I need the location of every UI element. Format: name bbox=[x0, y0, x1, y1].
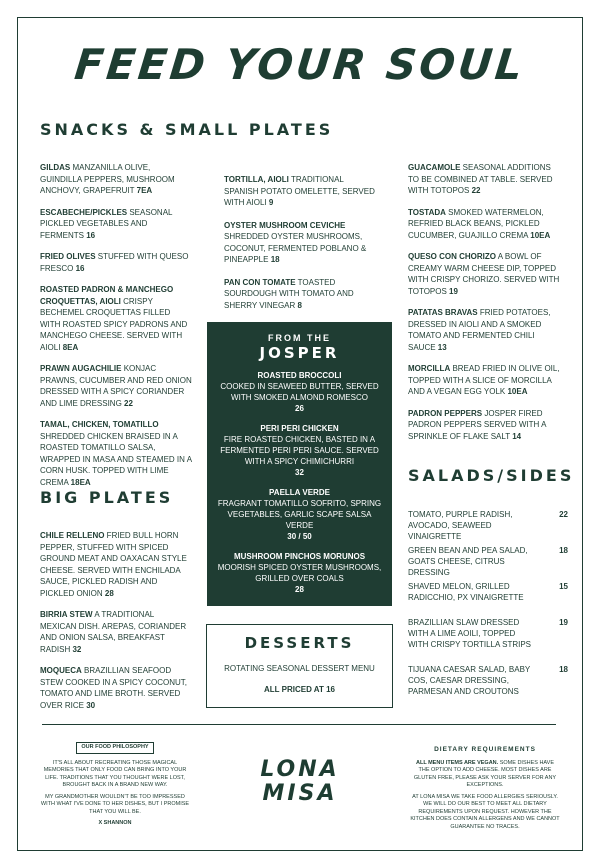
item-price: 22 bbox=[124, 398, 133, 408]
item-name: TOSTADA bbox=[408, 207, 446, 217]
item-name: PRAWN AUGACHILIE bbox=[40, 364, 122, 373]
josper-item-chicken bbox=[215, 423, 384, 478]
item-name: MOQUECA bbox=[40, 666, 82, 675]
item-desc: SHREDDED CHICKEN BRAISED IN A ROASTED TOMATILLO SALSA, WRAPPED IN MASA AND STEAMED IN A CORN HUSK. TOPPED WITH LIME CREMA bbox=[40, 431, 192, 487]
item-desc: MOORISH SPICED OYSTER MUSHROOMS, GRILLED OVER COALS bbox=[217, 563, 382, 583]
dietary-heading: DIETARY REQUIREMENTS bbox=[434, 746, 536, 753]
item-desc: BRAZILLIAN SLAW DRESSED WITH A LIME AOILI, TOPPED WITH CRISPY TORTILLA STRIPS bbox=[408, 618, 531, 649]
item-price: 15 bbox=[559, 582, 568, 591]
big-plates-column bbox=[40, 530, 192, 720]
item-name: MUSHROOM PINCHOS MORUNOS bbox=[233, 552, 366, 561]
item-name: PATATAS BRAVAS bbox=[408, 308, 478, 317]
item-price: 13 bbox=[437, 342, 447, 352]
item-price: 18 bbox=[559, 665, 568, 674]
menu-item-moqueca bbox=[40, 665, 192, 711]
item-name: TAMAL, CHICKEN, TOMATILLO bbox=[40, 420, 159, 429]
menu-item-oyster-ceviche bbox=[224, 220, 380, 266]
dietary-requirements bbox=[410, 746, 560, 835]
logo-line-2: MISA bbox=[262, 781, 338, 806]
philosophy-paragraph-1: IT'S ALL ABOUT RECREATING THOSE MAGICAL MEMORIES THAT ONLY FOOD CAN BRING INTO YOUR LIFE. TRADITIONS THAT YOU THOUGHT WERE LOST, BROUGHT BACK IN A BRAND NEW WAY. bbox=[43, 759, 187, 788]
item-name: ROASTED PADRON & MANCHEGO CROQUETTAS, AIOLI bbox=[40, 285, 174, 306]
item-name: QUESO CON CHORIZO bbox=[408, 252, 497, 261]
logo-line-1: LONA bbox=[260, 757, 340, 782]
desserts-panel bbox=[206, 624, 393, 708]
item-desc: FIRE ROASTED CHICKEN, BASTED IN A FERMENTED PERI PERI SAUCE. SERVED WITH A SPICY CHIMICHURRI bbox=[220, 435, 379, 466]
menu-item-escabeche bbox=[40, 207, 192, 242]
item-name: MORCILLA bbox=[408, 364, 451, 373]
item-name: GUACAMOLE bbox=[408, 163, 461, 172]
philosophy-tag: OUR FOOD PHILOSOPHY bbox=[76, 742, 153, 754]
menu-item-tostada bbox=[408, 207, 560, 242]
item-price: 26 bbox=[295, 404, 304, 413]
item-price: 32 bbox=[72, 644, 82, 654]
dietary-vegan-note: ALL MENU ITEMS ARE VEGAN. bbox=[415, 759, 499, 766]
josper-heading: JOSPER bbox=[259, 344, 340, 362]
item-desc: STUFFED WITH QUESO FRESCO bbox=[40, 252, 189, 273]
item-desc: FRIED POTATOES, DRESSED IN AIOLI AND A SMOKED TOMATO AND FERMENTED CHILI SAUCE bbox=[408, 308, 551, 352]
menu-item-queso-con-chorizo bbox=[408, 251, 560, 297]
menu-item-guacamole bbox=[408, 162, 560, 197]
menu-item-prawn-augachilie bbox=[40, 363, 192, 409]
item-name: TORTILLA, AIOLI bbox=[224, 175, 289, 184]
item-price: 7EA bbox=[136, 186, 153, 195]
snacks-column-1 bbox=[40, 162, 192, 497]
menu-title: FEED YOUR SOUL bbox=[72, 40, 528, 89]
item-name: GILDAS bbox=[40, 163, 71, 172]
item-price: 32 bbox=[295, 468, 304, 477]
item-desc: A BOWL OF CREAMY WARM CHEESE DIP, TOPPED WITH CRISPY CHORIZO. SERVED WITH TOTOPOS bbox=[408, 252, 560, 296]
item-name: PADRON PEPPERS bbox=[408, 408, 483, 418]
item-price: 22 bbox=[559, 510, 568, 519]
josper-item-pinchos bbox=[215, 551, 384, 595]
menu-item-tortilla bbox=[224, 174, 380, 209]
item-name: OYSTER MUSHROOM CEVICHE bbox=[224, 220, 346, 230]
salad-item bbox=[408, 509, 568, 542]
salad-item bbox=[408, 617, 568, 650]
item-desc: TOMATO, PURPLE RADISH, AVOCADO, SEAWEED VINAIGRETTE bbox=[408, 510, 513, 541]
item-name: ESCABECHE/PICKLES bbox=[40, 207, 128, 217]
item-desc: BREAD FRIED IN OLIVE OIL, TOPPED WITH A SLICE OF MORCILLA AND A VEGAN EGG YOLK bbox=[408, 364, 560, 396]
josper-panel bbox=[207, 322, 392, 606]
snacks-heading: SNACKS & SMALL PLATES bbox=[40, 120, 334, 139]
item-price: 18EA bbox=[70, 477, 91, 487]
item-name: FRIED OLIVES bbox=[40, 252, 96, 261]
salad-item bbox=[408, 581, 568, 603]
snacks-column-3 bbox=[408, 162, 560, 451]
menu-item-croquettas bbox=[40, 284, 192, 353]
item-price: 30 / 50 bbox=[287, 532, 312, 541]
item-price: 9 bbox=[268, 198, 274, 207]
item-desc: FRAGRANT TOMATILLO SOFRITO, SPRING VEGETABLES, GARLIC SCAPE SALSA VERDE bbox=[217, 499, 382, 530]
item-price: 19 bbox=[449, 286, 458, 296]
item-desc: BRAZILLIAN SEAFOOD STEW COOKED IN A SPICY COCONUT, TOMATO AND LIME BROTH. SERVED OVER RICE bbox=[40, 666, 187, 710]
item-desc: TOASTED SOURDOUGH WITH TOMATO AND SHERRY VINEGAR bbox=[224, 277, 354, 310]
salad-item bbox=[408, 664, 568, 697]
menu-item-tamal bbox=[40, 419, 192, 488]
item-desc: KONJAC PRAWNS, CUCUMBER AND RED ONION DRESSED WITH A SPICY CORIANDER AND LIME DRESSING bbox=[40, 364, 192, 408]
desserts-price: ALL PRICED AT 16 bbox=[264, 685, 335, 694]
salad-item bbox=[408, 545, 568, 578]
dietary-paragraph-1 bbox=[410, 760, 560, 790]
item-name: CHILE RELLENO bbox=[40, 531, 105, 540]
item-price: 10EA bbox=[507, 387, 528, 396]
item-price: 16 bbox=[86, 230, 96, 240]
item-price: 18 bbox=[559, 546, 568, 555]
philosophy-signature: X SHANNON bbox=[98, 820, 132, 826]
item-price: 8EA bbox=[62, 342, 79, 352]
item-desc: TIJUANA CAESAR SALAD, BABY COS, CAESAR DRESSING, PARMESAN AND CROUTONS bbox=[408, 665, 531, 696]
item-name: BIRRIA STEW bbox=[40, 610, 93, 619]
item-desc: SMOKED WATERMELON, REFRIED BLACK BEANS, PICKLED CUCUMBER, GUAJILLO CREMA bbox=[408, 207, 544, 240]
menu-item-padron-peppers bbox=[408, 408, 560, 443]
item-price: 18 bbox=[270, 255, 280, 264]
item-name: PERI PERI CHICKEN bbox=[260, 424, 339, 433]
item-name: PAN CON TOMATE bbox=[224, 277, 296, 287]
item-name: PAELLA VERDE bbox=[269, 488, 330, 497]
item-price: 28 bbox=[104, 588, 114, 598]
food-philosophy bbox=[40, 742, 190, 832]
menu-item-gildas bbox=[40, 162, 192, 197]
item-price: 16 bbox=[75, 263, 85, 273]
item-price: 10EA bbox=[530, 230, 551, 240]
item-name: ROASTED BROCCOLI bbox=[257, 371, 342, 380]
item-desc: SEASONAL ADDITIONS TO BE COMBINED AT TABLE. SERVED WITH TOTOPOS bbox=[408, 163, 553, 195]
item-price: 30 bbox=[86, 700, 96, 710]
josper-item-paella bbox=[215, 487, 384, 542]
item-price: 22 bbox=[471, 186, 481, 195]
menu-item-chile-relleno bbox=[40, 530, 192, 599]
lona-misa-logo bbox=[250, 758, 350, 806]
big-plates-heading: BIG PLATES bbox=[40, 488, 174, 507]
item-desc: SHREDDED OYSTER MUSHROOMS, COCONUT, FERMENTED POBLANO & PINEAPPLE bbox=[224, 232, 367, 264]
salads-heading: SALADS/SIDES bbox=[408, 466, 575, 485]
desserts-heading: DESSERTS bbox=[244, 634, 355, 652]
josper-heading-small: FROM THE bbox=[268, 333, 331, 343]
philosophy-paragraph-2: MY GRANDMOTHER WOULDN'T BE TOO IMPRESSED WITH WHAT I'VE DONE TO HER DISHES, BUT I PROMISE THAT YOU WILL BE. bbox=[40, 793, 190, 815]
menu-item-morcilla bbox=[408, 363, 560, 398]
footer-divider bbox=[42, 724, 556, 725]
josper-item-broccoli bbox=[215, 370, 384, 414]
menu-item-fried-olives bbox=[40, 251, 192, 274]
desserts-description: ROTATING SEASONAL DESSERT MENU bbox=[224, 664, 375, 673]
item-desc: GREEN BEAN AND PEA SALAD, GOATS CHEESE, CITRUS DRESSING bbox=[408, 546, 528, 577]
menu-item-patatas-bravas bbox=[408, 307, 560, 353]
item-desc: SHAVED MELON, GRILLED RADICCHIO, PX VINAIGRETTE bbox=[408, 582, 524, 602]
item-desc: JOSPER FIRED PADRON PEPPERS SERVED WITH A SPRINKLE OF FLAKE SALT bbox=[408, 408, 546, 441]
item-price: 8 bbox=[297, 300, 302, 310]
item-desc: SEASONAL PICKLED VEGETABLES AND FERMENTS bbox=[40, 207, 173, 240]
item-desc: CRISPY BECHEMEL CROQUETTAS FILLED WITH ROASTED SPICY PADRONS AND MANCHEGO CHEESE. SERVED WITH AIOLI bbox=[40, 296, 188, 352]
item-desc: A TRADITIONAL MEXICAN DISH. AREPAS, CORIANDER AND ONION SALSA, BREAKFAST RADISH bbox=[40, 610, 187, 654]
item-desc: TRADITIONAL SPANISH POTATO OMELETTE, SERVED WITH AIOLI bbox=[224, 175, 375, 207]
dietary-paragraph-2: AT LONA MISA WE TAKE FOOD ALLERGIES SERIOUSLY. WE WILL DO OUR BEST TO MEET ALL DIETARY REQUIREMENTS UPON REQUEST. HOWEVER THE KITCHEN DOES CONTAIN ALLERGENS AND WE CANNOT GUARANTEE NO TRACES. bbox=[410, 793, 560, 830]
item-desc: COOKED IN SEAWEED BUTTER, SERVED WITH SMOKED ALMOND ROMESCO bbox=[220, 382, 379, 402]
dietary-paragraph-1-text: SOME DISHES HAVE THE OPTION TO ADD CHEESE. MOST DISHES ARE GLUTEN FREE, PLEASE ASK YOUR SERVER FOR ANY EXCEPTIONS. bbox=[413, 759, 557, 788]
item-desc: FRIED BULL HORN PEPPER, STUFFED WITH SPICED GROUND MEAT AND OAXACAN STYLE CHEESE. SERVED WITH ENCHILADA SAUCE, PICKLED RADISH AND PICKLED ONION bbox=[40, 531, 187, 598]
item-price: 14 bbox=[512, 431, 522, 441]
item-desc: MANZANILLA OLIVE, GUINDILLA PEPPERS, MUSHROOM ANCHOVY, GRAPEFRUIT bbox=[40, 163, 175, 195]
item-price: 19 bbox=[559, 618, 568, 627]
menu-item-birria-stew bbox=[40, 609, 192, 655]
item-price: 28 bbox=[295, 585, 304, 594]
menu-item-pan-con-tomate bbox=[224, 277, 380, 312]
snacks-column-2 bbox=[224, 174, 380, 320]
